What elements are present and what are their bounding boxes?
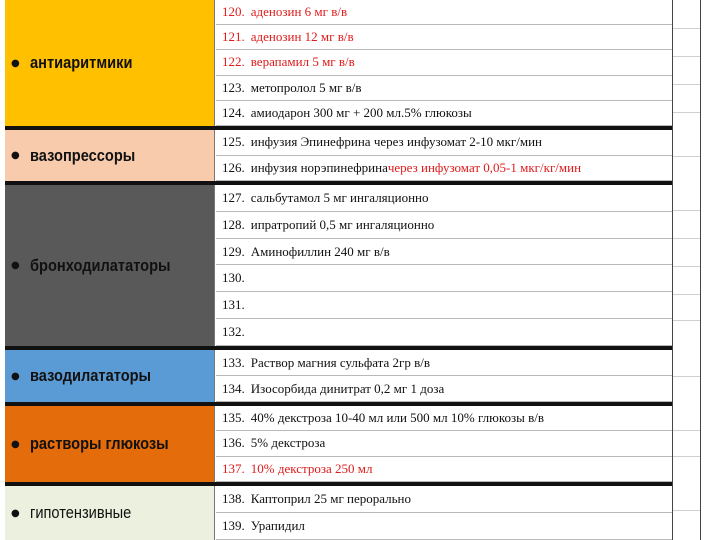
drug-row [216, 156, 672, 182]
drug-text: верапамил 5 мг в/в [250, 54, 355, 70]
drug-text: метопролол 5 мг в/в [250, 79, 362, 95]
group-divider [5, 402, 672, 406]
outer-gridline [673, 56, 700, 57]
category-cell [5, 0, 215, 126]
drug-row [216, 486, 672, 513]
category-label: гипотензивные [29, 503, 132, 522]
outer-gridline [673, 84, 700, 85]
row-number: 124. [222, 104, 245, 120]
row-number: 134. [222, 380, 245, 396]
drug-row [216, 266, 672, 293]
row-number: 126. [222, 159, 245, 175]
category-cell [5, 130, 215, 181]
category-cell [5, 406, 215, 482]
drug-text: ипратропий 0,5 мг ингаляционно [250, 216, 435, 232]
drug-text: инфузия Эпинефрина через инфузомат 2-10 мкг/мин [250, 134, 542, 150]
drug-text: амиодарон 300 мг + 200 мл.5% глюкозы [250, 104, 472, 120]
drug-text: Каптоприл 25 мг перорально [250, 491, 412, 506]
outer-gridline [673, 28, 700, 29]
row-number: 138. [222, 491, 245, 506]
category-label: антиаритмики [29, 53, 133, 72]
drug-text: аденозин 6 мг в/в [250, 4, 348, 20]
drug-row [216, 25, 672, 50]
outer-gridline [673, 266, 700, 267]
bullet-icon: ● [11, 507, 20, 519]
drug-row [216, 50, 672, 75]
drug-row [216, 457, 672, 482]
row-number: 133. [222, 354, 245, 370]
category-label: вазопрессоры [29, 145, 135, 165]
row-number: 132. [222, 324, 245, 340]
category-label: вазодилататоры [29, 366, 151, 385]
row-number: 122. [222, 54, 245, 70]
row-number: 139. [222, 518, 245, 533]
drug-text: 40% декстроза 10-40 мл или 500 мл 10% глюкозы в/в [250, 410, 544, 426]
drug-row [216, 239, 672, 266]
outer-gridline [673, 294, 700, 295]
drug-text: сальбутамол 5 мг ингаляционно [250, 189, 429, 205]
drug-row [216, 130, 672, 156]
drug-text: Аминофиллин 240 мг в/в [250, 243, 390, 259]
row-number: 125. [222, 134, 245, 150]
drug-text: Раствор магния сульфата 2гр в/в [250, 354, 431, 370]
drug-row [216, 431, 672, 456]
outer-border [700, 0, 701, 540]
drug-row [216, 292, 672, 319]
outer-gridline [673, 210, 700, 211]
drug-text: инфузия норэпинефрина [250, 159, 388, 175]
drug-row [216, 101, 672, 126]
category-cell [5, 185, 215, 346]
outer-gridline [673, 430, 700, 431]
outer-gridline [673, 238, 700, 239]
row-number: 129. [222, 243, 245, 259]
bullet-icon: ● [11, 370, 20, 382]
drug-text: Изосорбида динитрат 0,2 мг 1 доза [250, 380, 445, 396]
bullet-icon: ● [11, 260, 20, 271]
row-number: 130. [222, 270, 245, 286]
bullet-icon: ● [11, 150, 20, 161]
row-number: 123. [222, 79, 245, 95]
drug-row [216, 212, 672, 239]
bullet-icon: ● [11, 57, 20, 69]
table-right-border [672, 0, 673, 540]
drug-text: Урапидил [250, 518, 305, 533]
outer-gridline [673, 156, 700, 157]
group-divider [5, 126, 672, 130]
outer-gridline [673, 456, 700, 457]
group-divider [5, 181, 672, 185]
drug-row [216, 319, 672, 346]
category-label: бронходилататоры [29, 255, 171, 275]
bullet-icon: ● [11, 438, 20, 450]
drug-row [216, 376, 672, 402]
drug-row [216, 76, 672, 101]
drug-row [216, 406, 672, 431]
category-label: растворы глюкозы [29, 434, 169, 453]
outer-gridline [673, 320, 700, 321]
drug-text: аденозин 12 мг в/в [250, 29, 354, 45]
drug-text: 5% декстроза [250, 435, 326, 451]
row-number: 135. [222, 410, 245, 426]
outer-gridline [673, 510, 700, 511]
row-number: 128. [222, 216, 245, 232]
row-number: 120. [222, 4, 245, 20]
outer-gridline [673, 112, 700, 113]
drug-row [216, 0, 672, 25]
row-number: 137. [222, 460, 245, 476]
row-number: 127. [222, 189, 245, 205]
group-divider [5, 346, 672, 350]
row-number: 136. [222, 435, 245, 451]
group-divider [5, 482, 672, 486]
drug-row [216, 350, 672, 376]
category-cell [5, 486, 215, 540]
drug-text-highlight: через инфузомат 0,05-1 мкг/кг/мин [387, 159, 582, 175]
drug-text: 10% декстроза 250 мл [250, 460, 373, 476]
drug-row [216, 513, 672, 540]
row-number: 121. [222, 29, 245, 45]
category-cell [5, 350, 215, 402]
row-number: 131. [222, 297, 245, 313]
outer-gridline [673, 376, 700, 377]
drug-row [216, 185, 672, 212]
